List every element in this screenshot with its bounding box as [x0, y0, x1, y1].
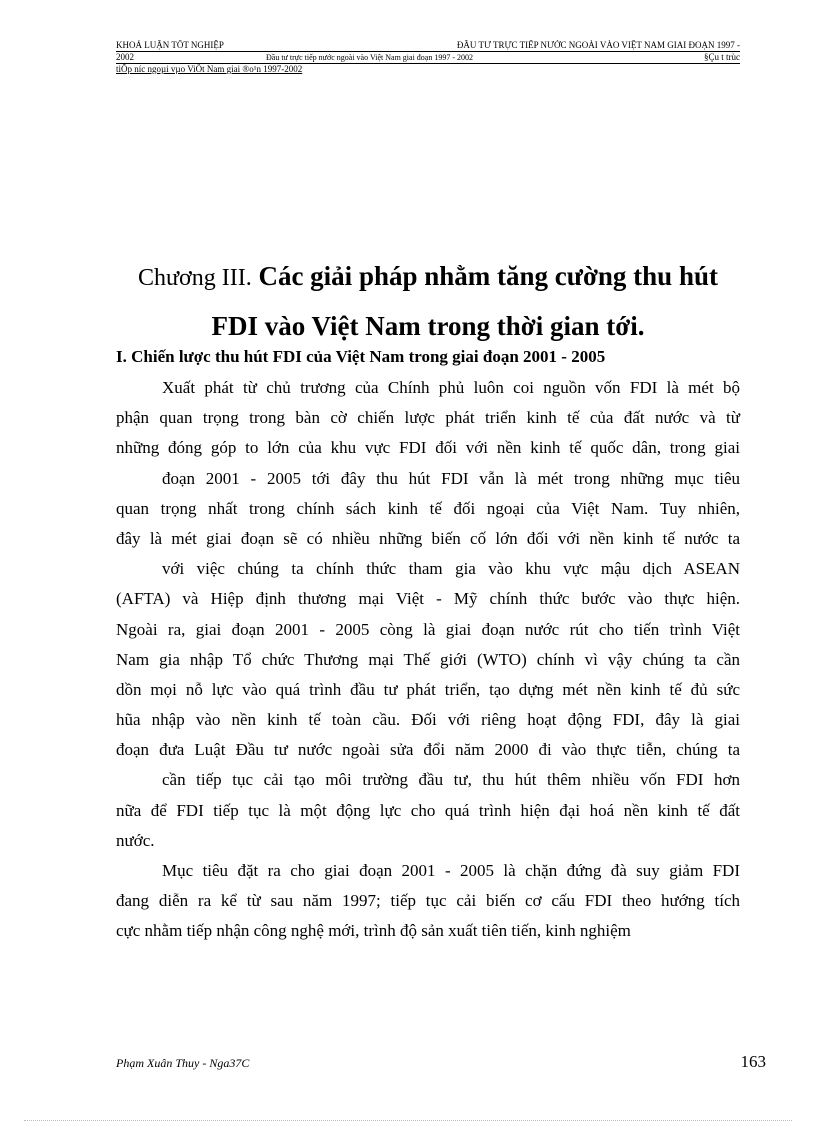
- body-line: Nam gia nhập Tổ chức Thương mại Thế giới (WTO) chính vì vậy chúng ta cần: [116, 649, 740, 669]
- body-line: nữa để FDI tiếp tục là một động lực cho quá trình hiện đại hoá nền kinh tế đất: [116, 800, 740, 820]
- header-right: ĐẦU TƯ TRỰC TIẾP NƯỚC NGOÀI VÀO VIỆT NAM GIAI ĐOẠN 1997 -: [456, 40, 740, 50]
- header-line3: tiÕp níc ngoµi vµo ViÖt Nam giai ®o¹n 1997-2002: [116, 64, 303, 74]
- body-line: đây là mét giai đoạn sẽ có nhiều những biến cố lớn đối với nền kinh tế nước ta: [116, 528, 740, 548]
- running-header: [116, 40, 740, 75]
- header-row-3: [116, 64, 740, 75]
- body-line: Ngoài ra, giai đoạn 2001 - 2005 còng là giai đoạn nước rút cho tiến trình Việt: [116, 619, 740, 639]
- body-line: cực nhằm tiếp nhận công nghệ mới, trình độ sản xuất tiên tiến, kinh nghiệm: [116, 921, 631, 941]
- chapter-title-line-1: [116, 252, 740, 302]
- header-left: KHOÁ LUẬN TỐT NGHIỆP: [116, 40, 224, 50]
- chapter-prefix: Chương III.: [138, 265, 252, 291]
- body-line: Xuất phát từ chủ trương của Chính phủ luôn coi nguồn vốn FDI là mét bộ: [162, 378, 740, 397]
- body-line: cần tiếp tục cải tạo môi trường đầu tư, thu hút thêm nhiều vốn FDI hơn: [162, 770, 740, 790]
- header-line2-right: §Çu t trùc: [704, 52, 740, 62]
- body-line: quan trọng nhất trong chính sách kinh tế đối ngoại của Việt Nam. Tuy nhiên,: [116, 498, 740, 518]
- body-line: đoạn đưa Luật Đầu tư nước ngoài sửa đổi năm 2000 đi vào thực tiễn, chúng ta: [116, 740, 740, 760]
- body-line: hũa nhập vào nền kinh tế toàn cầu. Đối với riêng hoạt động FDI, đây là giai: [116, 710, 740, 730]
- body-line: những đóng góp to lớn của khu vực FDI đối với nền kinh tế quốc dân, trong giai: [116, 438, 740, 458]
- header-line2-left: 2002: [116, 52, 134, 62]
- body-line: đang diễn ra kể từ sau năm 1997; tiếp tục cải biến cơ cấu FDI theo hướng tích: [116, 891, 740, 911]
- body-text: [116, 373, 740, 947]
- header-row-2: [116, 52, 740, 64]
- chapter-title-line-2: FDI vào Việt Nam trong thời gian tới.: [211, 311, 645, 341]
- body-line: đoạn 2001 - 2005 tới đây thu hút FDI vẫn là mét trong những mục tiêu: [162, 468, 740, 488]
- chapter-title-text-1: Các giải pháp nhằm tăng cường thu hút: [258, 261, 718, 291]
- page-number: 163: [740, 1052, 766, 1071]
- body-line: với việc chúng ta chính thức tham gia vào khu vực mậu dịch ASEAN: [162, 559, 740, 579]
- body-line: dồn mọi nỗ lực vào quá trình đầu tư phát triển, tạo dựng mét nền kinh tế đủ sức: [116, 679, 740, 699]
- body-line: (AFTA) và Hiệp định thương mại Việt - Mỹ chính thức bước vào thực hiện.: [116, 589, 740, 609]
- body-line: Mục tiêu đặt ra cho giai đoạn 2001 - 2005 là chặn đứng đà suy giảm FDI: [162, 861, 740, 880]
- header-row-1: [116, 40, 740, 52]
- chapter-title: [116, 252, 740, 350]
- section-heading: I. Chiến lược thu hút FDI của Việt Nam trong giai đoạn 2001 - 2005: [116, 347, 606, 366]
- page-bottom-divider: [24, 1120, 792, 1121]
- body-line: phận quan trọng trong bàn cờ chiến lược phát triển kinh tế của đất nước và từ: [116, 408, 740, 428]
- header-line2-mid: Đầu tư trực tiếp nước ngoài vào Việt Nam giai đoạn 1997 - 2002: [266, 53, 474, 62]
- body-line: nước.: [116, 830, 155, 850]
- footer-author: Phạm Xuân Thuy - Nga37C: [116, 1056, 250, 1070]
